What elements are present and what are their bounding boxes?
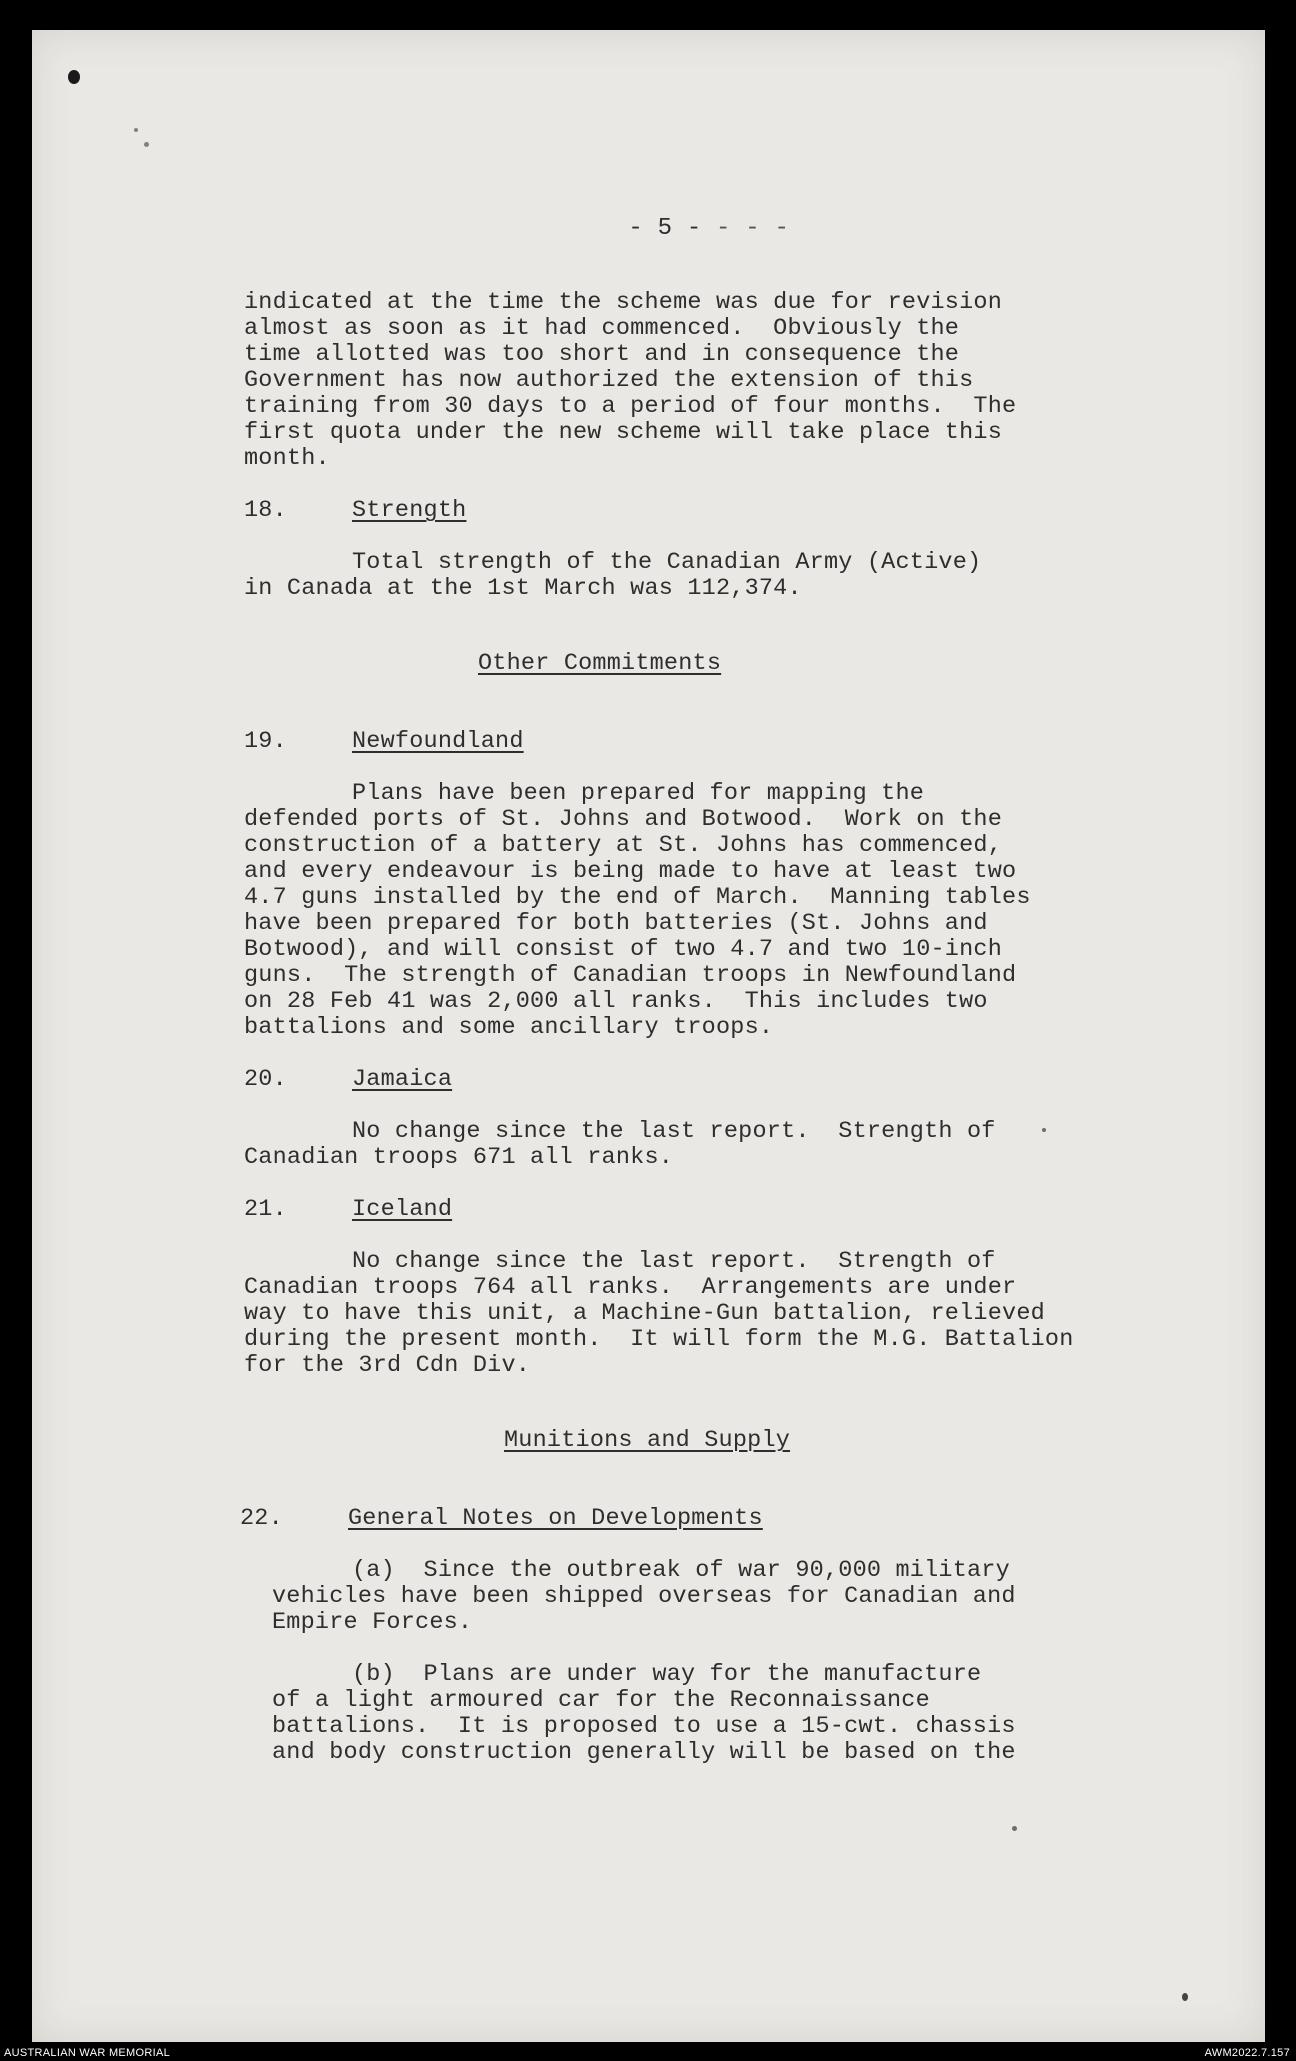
section-number: 21.	[244, 1196, 287, 1223]
text-line: and body construction generally will be based on the	[272, 1739, 1016, 1766]
section-heading: Strength	[352, 497, 467, 524]
text-line: of a light armoured car for the Reconnaissance	[272, 1687, 930, 1714]
text-line: first quota under the new scheme will take place this	[244, 419, 1003, 446]
text-line: have been prepared for both batteries (St. Johns and	[244, 910, 988, 937]
section-heading: Newfoundland	[352, 728, 524, 755]
text-line: during the present month. It will form the M.G. Battalion	[244, 1326, 1074, 1353]
text-line: (a) Since the outbreak of war 90,000 military	[352, 1557, 1010, 1584]
text-line: (b) Plans are under way for the manufacture	[352, 1661, 982, 1688]
text-line: in Canada at the 1st March was 112,374.	[244, 575, 802, 602]
page-number: - 5 - - - -	[628, 214, 790, 242]
section-heading: Jamaica	[352, 1066, 453, 1093]
text-line: Total strength of the Canadian Army (Active)	[352, 549, 982, 576]
text-line: indicated at the time the scheme was due for revision	[244, 289, 1003, 316]
text-line: on 28 Feb 41 was 2,000 all ranks. This includes two	[244, 988, 988, 1015]
ink-speck	[144, 142, 149, 147]
section-heading: Iceland	[352, 1196, 453, 1223]
text-line: Empire Forces.	[272, 1609, 473, 1636]
ink-speck	[68, 70, 80, 84]
footer-credit: AUSTRALIAN WAR MEMORIAL	[4, 2047, 171, 2059]
ink-speck	[1182, 1993, 1188, 2001]
part-heading: Other Commitments	[478, 650, 722, 677]
text-line: month.	[244, 445, 330, 472]
text-line: Government has now authorized the extension of this	[244, 367, 974, 394]
text-line: training from 30 days to a period of four months. The	[244, 393, 1017, 420]
section-number: 22.	[240, 1505, 283, 1532]
document-page	[32, 30, 1265, 2042]
section-number: 20.	[244, 1066, 287, 1093]
text-line: 4.7 guns installed by the end of March. Manning tables	[244, 884, 1031, 911]
ink-speck	[1012, 1826, 1017, 1831]
text-line: and every endeavour is being made to have at least two	[244, 858, 1017, 885]
text-line: way to have this unit, a Machine-Gun battalion, relieved	[244, 1300, 1045, 1327]
text-line: time allotted was too short and in consequence the	[244, 341, 960, 368]
text-line: No change since the last report. Strength of	[352, 1118, 996, 1145]
text-line: guns. The strength of Canadian troops in Newfoundland	[244, 962, 1017, 989]
text-line: battalions. It is proposed to use a 15-cwt. chassis	[272, 1713, 1016, 1740]
text-line: Canadian troops 671 all ranks.	[244, 1144, 674, 1171]
ink-speck	[1042, 1128, 1046, 1132]
text-line: vehicles have been shipped overseas for Canadian and	[272, 1583, 1016, 1610]
text-line: Plans have been prepared for mapping the	[352, 780, 925, 807]
section-number: 19.	[244, 728, 287, 755]
text-line: Canadian troops 764 all ranks. Arrangements are under	[244, 1274, 1017, 1301]
ink-speck	[134, 128, 138, 132]
text-line: almost as soon as it had commenced. Obviously the	[244, 315, 960, 342]
text-line: No change since the last report. Strength of	[352, 1248, 996, 1275]
text-line: defended ports of St. Johns and Botwood. Work on the	[244, 806, 1003, 833]
footer-accession-number: AWM2022.7.157	[1204, 2047, 1290, 2059]
section-number: 18.	[244, 497, 287, 524]
part-heading: Munitions and Supply	[504, 1427, 791, 1454]
text-line: construction of a battery at St. Johns has commenced,	[244, 832, 1003, 859]
text-line: for the 3rd Cdn Div.	[244, 1352, 531, 1379]
section-heading: General Notes on Developments	[348, 1505, 763, 1532]
text-line: battalions and some ancillary troops.	[244, 1014, 774, 1041]
text-line: Botwood), and will consist of two 4.7 and two 10-inch	[244, 936, 1003, 963]
